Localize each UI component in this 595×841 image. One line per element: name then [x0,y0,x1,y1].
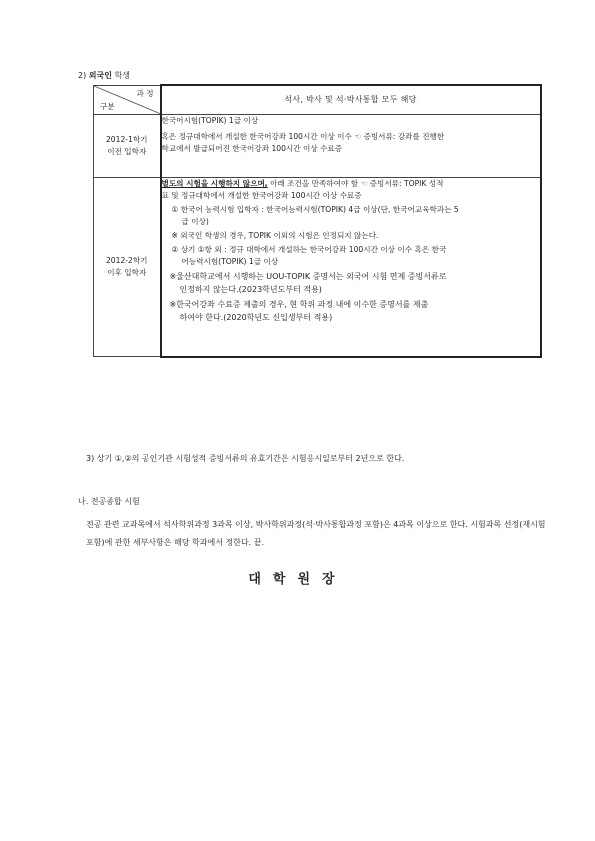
row-label-cell [94,178,161,357]
item-2 [162,244,540,268]
intro-rest: 아래 조건을 만족하여야 함 ☜ 증빙서류: TOPIK 성적 [267,179,444,188]
item-1-line2: 급 이상) [181,217,209,226]
section-number: 2) [78,71,87,80]
row-label-line: 2012-1학기 [105,135,148,144]
section-title-bold: 외국인 [88,71,112,80]
section-2-title [78,70,130,81]
table-header-row [94,85,541,115]
note-a-line2: 인정하지 않는다.(2023학년도부터 적용) [179,285,322,294]
diagonal-top-label: 과 정 [136,88,154,98]
row-label-line: 이전 입학자 [107,147,147,156]
section-na-body: 전공 관련 교과목에서 석사학위과정 3과목 이상, 박사학위과정(석·박사통합과정 포함)은 4과목 이상으로 한다. 시험과목 선정(재시험 포함)에 관한 세부사항은 해당 학과에서 정한다. 끝. [86,520,546,547]
row-label-cell [94,115,161,178]
diagonal-header-cell [94,85,161,115]
note-b-line1: ※한국어강좌 수료증 제출의 경우, 현 학위 과정 내에 이수한 증명서를 제출 [169,300,429,309]
requirements-table [93,84,542,358]
content-line: 혹은 정규대학에서 개설한 한국어강좌 100시간 이상 이수 ☜ 증빙서류: 강좌를 진행한 [161,132,445,141]
note-a [162,270,540,296]
item-1-note: ※ 외국인 학생의 경우, TOPIK 이외의 시험은 인정되지 않는다. [171,231,379,240]
row-label-line: 2012-2학기 [105,256,148,265]
item-1 [162,204,540,228]
intro-paragraph [162,178,540,202]
table-row [94,178,541,357]
section-title-rest: 학생 [114,71,130,80]
section-na-title: 나. 전공종합 시험 [78,497,140,506]
signature: 대학원장 [248,572,347,587]
content-line: 학교에서 발급되어진 한국어강좌 100시간 이상 수료증 [161,144,343,153]
note-a-line1: ※울산대학교에서 시행하는 UOU-TOPIK 증명서는 외국어 시험 면제 증빙서류로 [169,272,447,281]
note-b-line2: 하여야 한다.(2020학년도 신입생부터 적용) [179,313,333,322]
validity-paragraph: 3) 상기 ①,②의 공인기관 시험성적 증빙서류의 유효기간은 시험응시일로부터 2년으로 한다. [86,454,405,463]
item-2-line1: ② 상기 ①항 외 : 정규 대학에서 개설하는 한국어강좌 100시간 이상 이수 혹은 한국 [171,245,447,254]
note-b [162,298,540,324]
item-2-line2: 어능력시험(TOPIK) 1급 이상 [181,257,279,266]
row-content-cell [161,178,541,357]
column-header: 석사, 박사 및 석·박사통합 모두 해당 [161,85,541,115]
row-label-line: 이후 입학자 [107,268,147,277]
content-line: 한국어시험(TOPIK) 1급 이상 [161,116,259,125]
item-1-line1: ① 한국어 능력시험 입학자 : 한국어능력시험(TOPIK) 4급 이상(단, 한국어교육학과는 5 [171,205,459,214]
table-row [94,115,541,178]
intro-underlined: 별도의 시험을 시행하지 않으며, [161,179,268,188]
row-content-cell [161,115,541,178]
diagonal-bottom-label: 구분 [100,101,115,111]
intro-line2: 표 및 정규대학에서 개설한 한국어강좌 100시간 이상 수료증 [161,191,362,200]
